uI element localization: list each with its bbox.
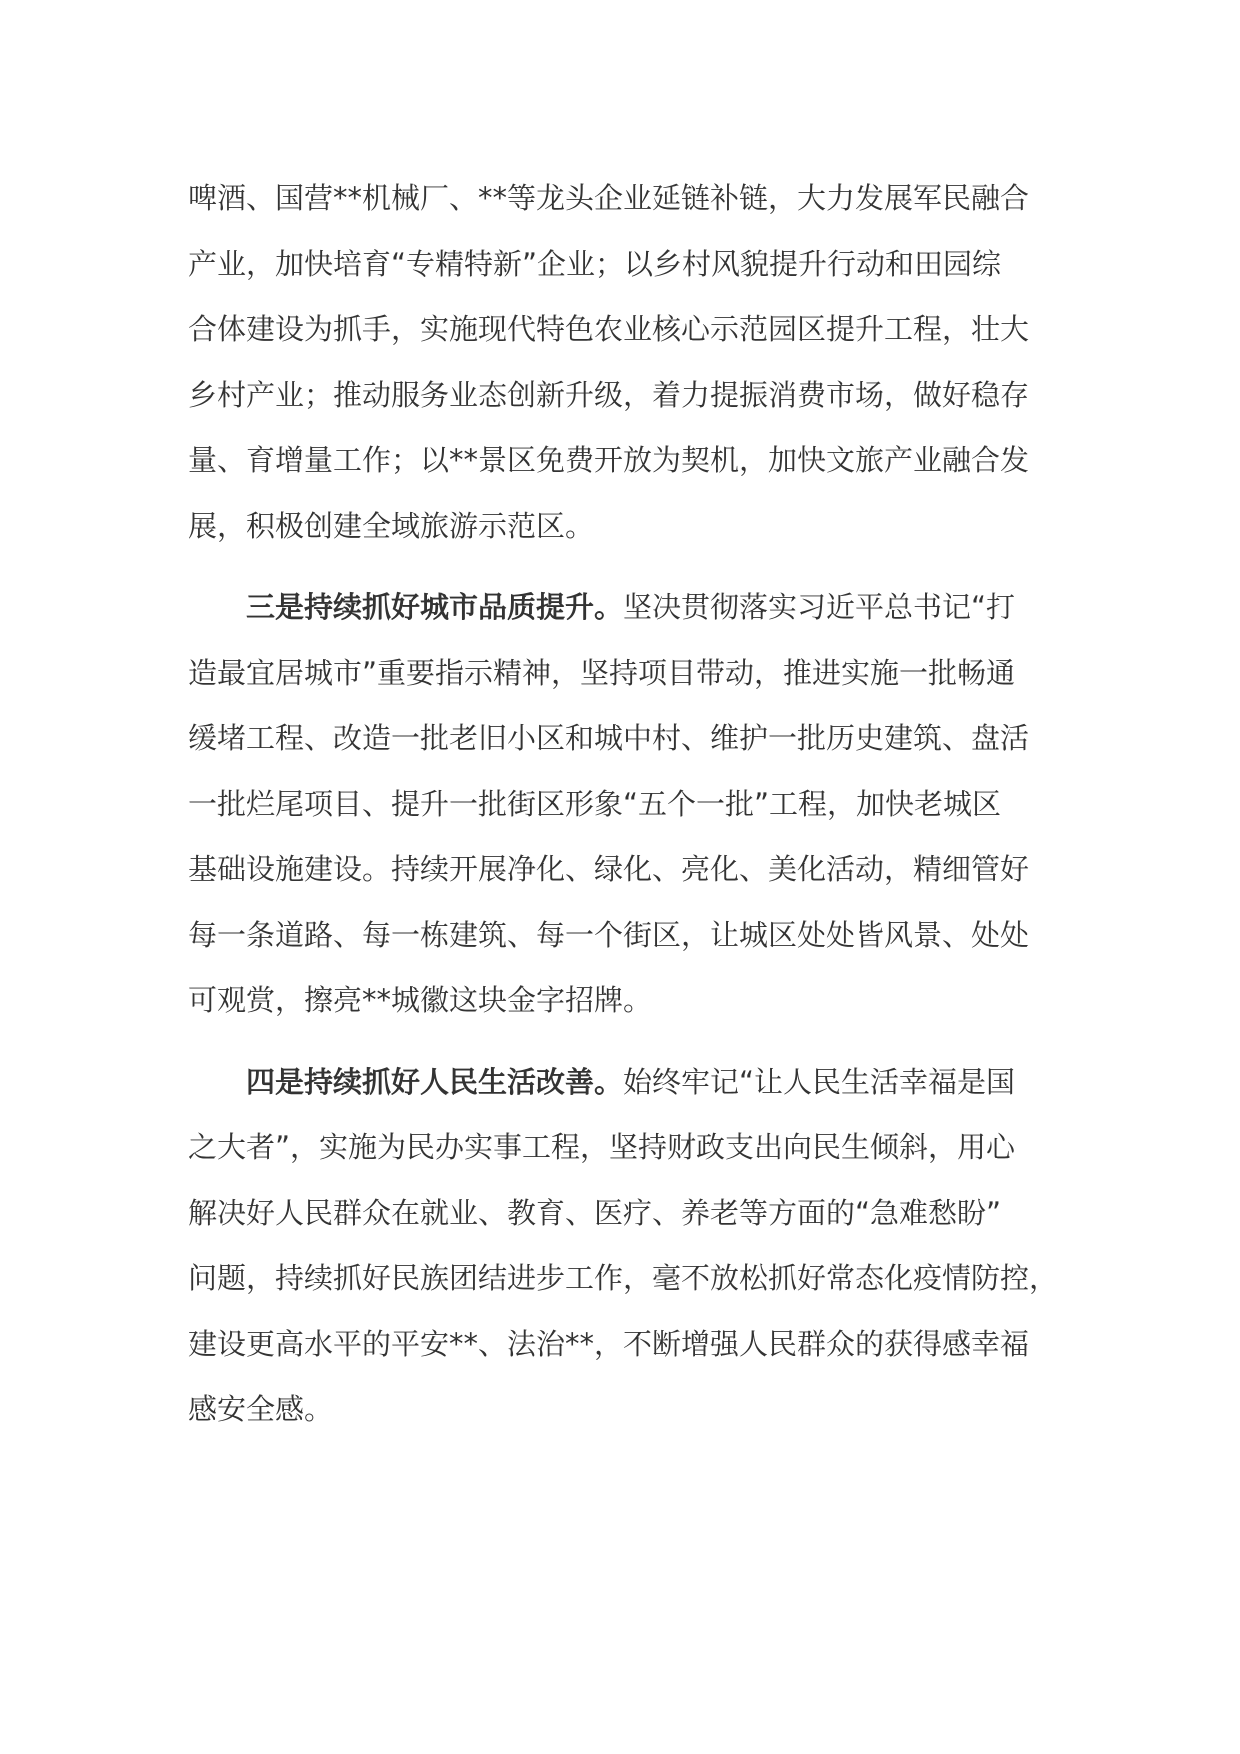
paragraph-1-line-6: 展，积极创建全域旅游示范区。 (188, 508, 595, 543)
paragraph-1-line-3: 合体建设为抓手，实施现代特色农业核心示范园区提升工程，壮大 (188, 312, 1030, 346)
paragraph-1-line-2: 产业，加快培育“专精特新”企业；以乡村风貌提升行动和田园综 (188, 246, 1002, 281)
paragraph-3-line-1 (188, 1050, 1066, 1116)
paragraph-3-lead-heading: 四是持续抓好人民生活改善。 (246, 1064, 624, 1099)
paragraph-3-line-4: 问题，持续抓好民族团结进步工作，毫不放松抓好常态化疫情防控， (188, 1261, 1059, 1295)
paragraph-1-line-4: 乡村产业；推动服务业态创新升级，着力提振消费市场，做好稳存 (188, 377, 1030, 412)
paragraph-1 (188, 166, 1066, 559)
paragraph-2-lead-heading: 三是持续抓好城市品质提升。 (246, 590, 624, 624)
paragraph-2 (188, 575, 1066, 1034)
paragraph-2-line-4: 一批烂尾项目、提升一批街区形象“五个一批”工程，加快老城区 (188, 786, 1002, 821)
paragraph-2-line-2: 造最宜居城市”重要指示精神，坚持项目带动，推进实施一批畅通 (188, 655, 1016, 690)
paragraph-2-line-6: 每一条道路、每一栋建筑、每一个街区，让城区处处皆风景、处处 (188, 917, 1030, 952)
paragraph-1-line-5: 量、育增量工作；以**景区免费开放为契机，加快文旅产业融合发 (188, 443, 1030, 477)
paragraph-3 (188, 1050, 1066, 1443)
paragraph-2-line-3: 缓堵工程、改造一批老旧小区和城中村、维护一批历史建筑、盘活 (188, 721, 1030, 755)
paragraph-3-line-2: 之大者”，实施为民办实事工程，坚持财政支出向民生倾斜，用心 (188, 1130, 1016, 1164)
paragraph-3-line-5: 建设更高水平的平安**、法治**，不断增强人民群众的获得感幸福 (188, 1326, 1030, 1361)
paragraph-1-line-1: 啤酒、国营**机械厂、**等龙头企业延链补链，大力发展军民融合 (188, 181, 1030, 215)
paragraph-2-line-1-text: 坚决贯彻落实习近平总书记“打 (623, 590, 1016, 624)
paragraph-3-line-3: 解决好人民群众在就业、教育、医疗、养老等方面的“急难愁盼” (188, 1195, 1002, 1230)
paragraph-3-line-1-text: 始终牢记“让人民生活幸福是国 (623, 1064, 1016, 1099)
paragraph-2-line-5: 基础设施建设。持续开展净化、绿化、亮化、美化活动，精细管好 (188, 852, 1030, 886)
paragraph-2-line-1 (188, 575, 1066, 641)
document-body (188, 166, 1066, 1459)
paragraph-2-line-7: 可观赏，擦亮**城徽这块金字招牌。 (188, 983, 653, 1017)
paragraph-3-line-6: 感安全感。 (188, 1392, 334, 1426)
